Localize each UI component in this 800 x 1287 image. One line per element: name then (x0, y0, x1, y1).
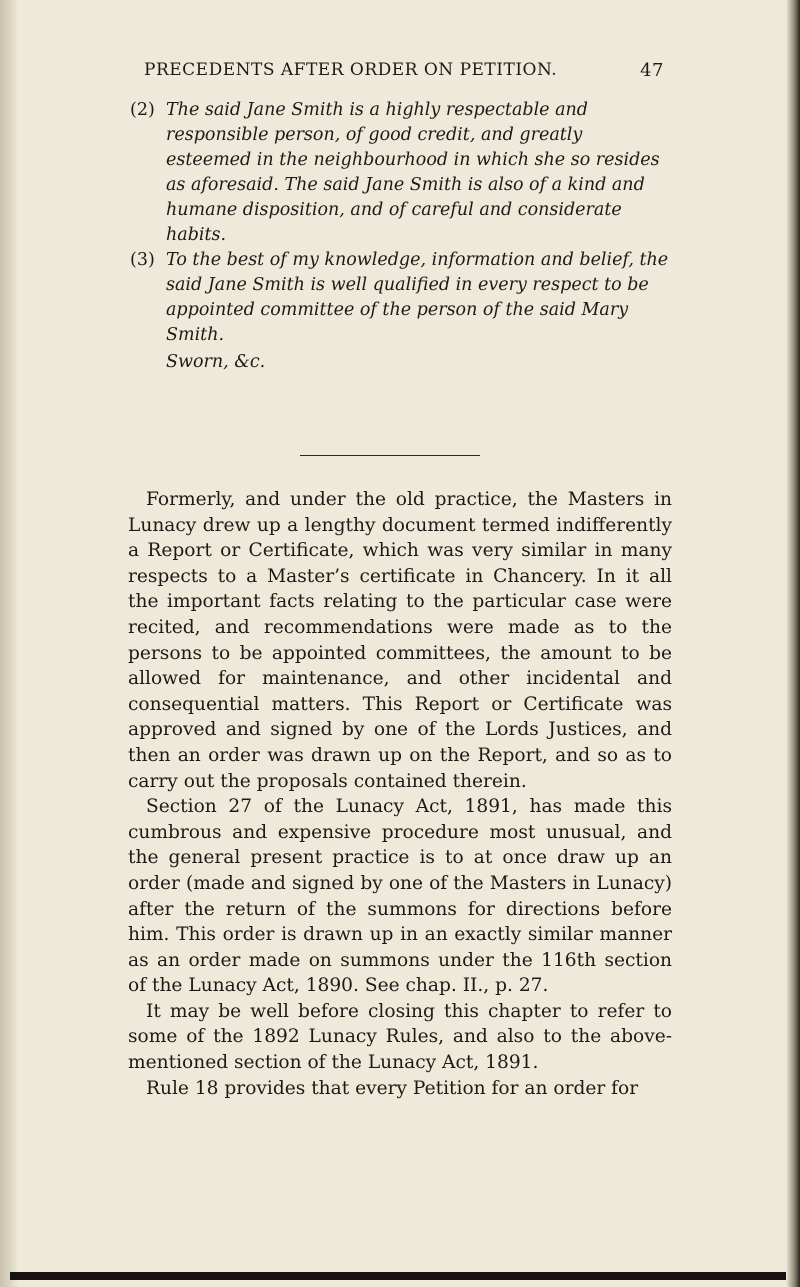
item-text: The said Jane Smith is a highly respectable and responsible person, of good credit, and greatly esteemed in the neighbourhood in which she so resides as aforesaid. The said Jane Smith is also of a kind and humane disposition, and of careful and considerate habits. (166, 100, 660, 245)
sworn-closing: Sworn, &c. (166, 352, 266, 372)
paragraph: It may be well before closing this chapter to refer to some of the 1892 Lunacy Rules, and also to the above-mentioned section of the Lunacy Act, 1891. (128, 1000, 672, 1074)
page-edge-left (0, 0, 18, 1287)
affidavit-item (130, 98, 670, 248)
item-number: (3) (130, 250, 155, 270)
paragraph: Formerly, and under the old practice, the Masters in Lunacy drew up a lengthy document termed indifferently a Report or Certificate, which was very similar in many respects to a Master’s certificate in Chancery. In it all the important facts relating to the particular case were recited, and recommendations were made as to the persons to be appointed committees, the amount to be allowed for maintenance, and other incidental and consequential matters. This Report or Certificate was approved and signed by one of the Lords Justices, and then an order was drawn up on the Report, and so as to carry out the proposals contained therein. (128, 489, 672, 792)
running-title: PRECEDENTS AFTER ORDER ON PETITION. (144, 60, 558, 80)
item-number: (2) (130, 100, 155, 120)
page-bottom-edge (10, 1272, 786, 1280)
paragraph: Section 27 of the Lunacy Act, 1891, has made this cumbrous and expensive procedure most unusual, and the general present practice is to at once draw up an order (made and signed by one of the Masters in Lunacy) after the return of the summons for directions before him. This order is drawn up in an exactly similar manner as an order made on summons under the 116th section of the Lunacy Act, 1890. See chap. II., p. 27. (128, 796, 672, 997)
paragraph: Rule 18 provides that every Petition for an order for (146, 1077, 639, 1099)
affidavit-item (130, 248, 670, 348)
body-text (128, 487, 672, 1101)
section-divider (300, 455, 480, 456)
item-text: To the best of my knowledge, information and belief, the said Jane Smith is well qualified in every respect to be appointed committee of the person of the said Mary Smith. (166, 250, 669, 345)
page-number: 47 (640, 60, 664, 81)
affidavit-precedent (130, 98, 670, 375)
page-edge-right (786, 0, 800, 1287)
